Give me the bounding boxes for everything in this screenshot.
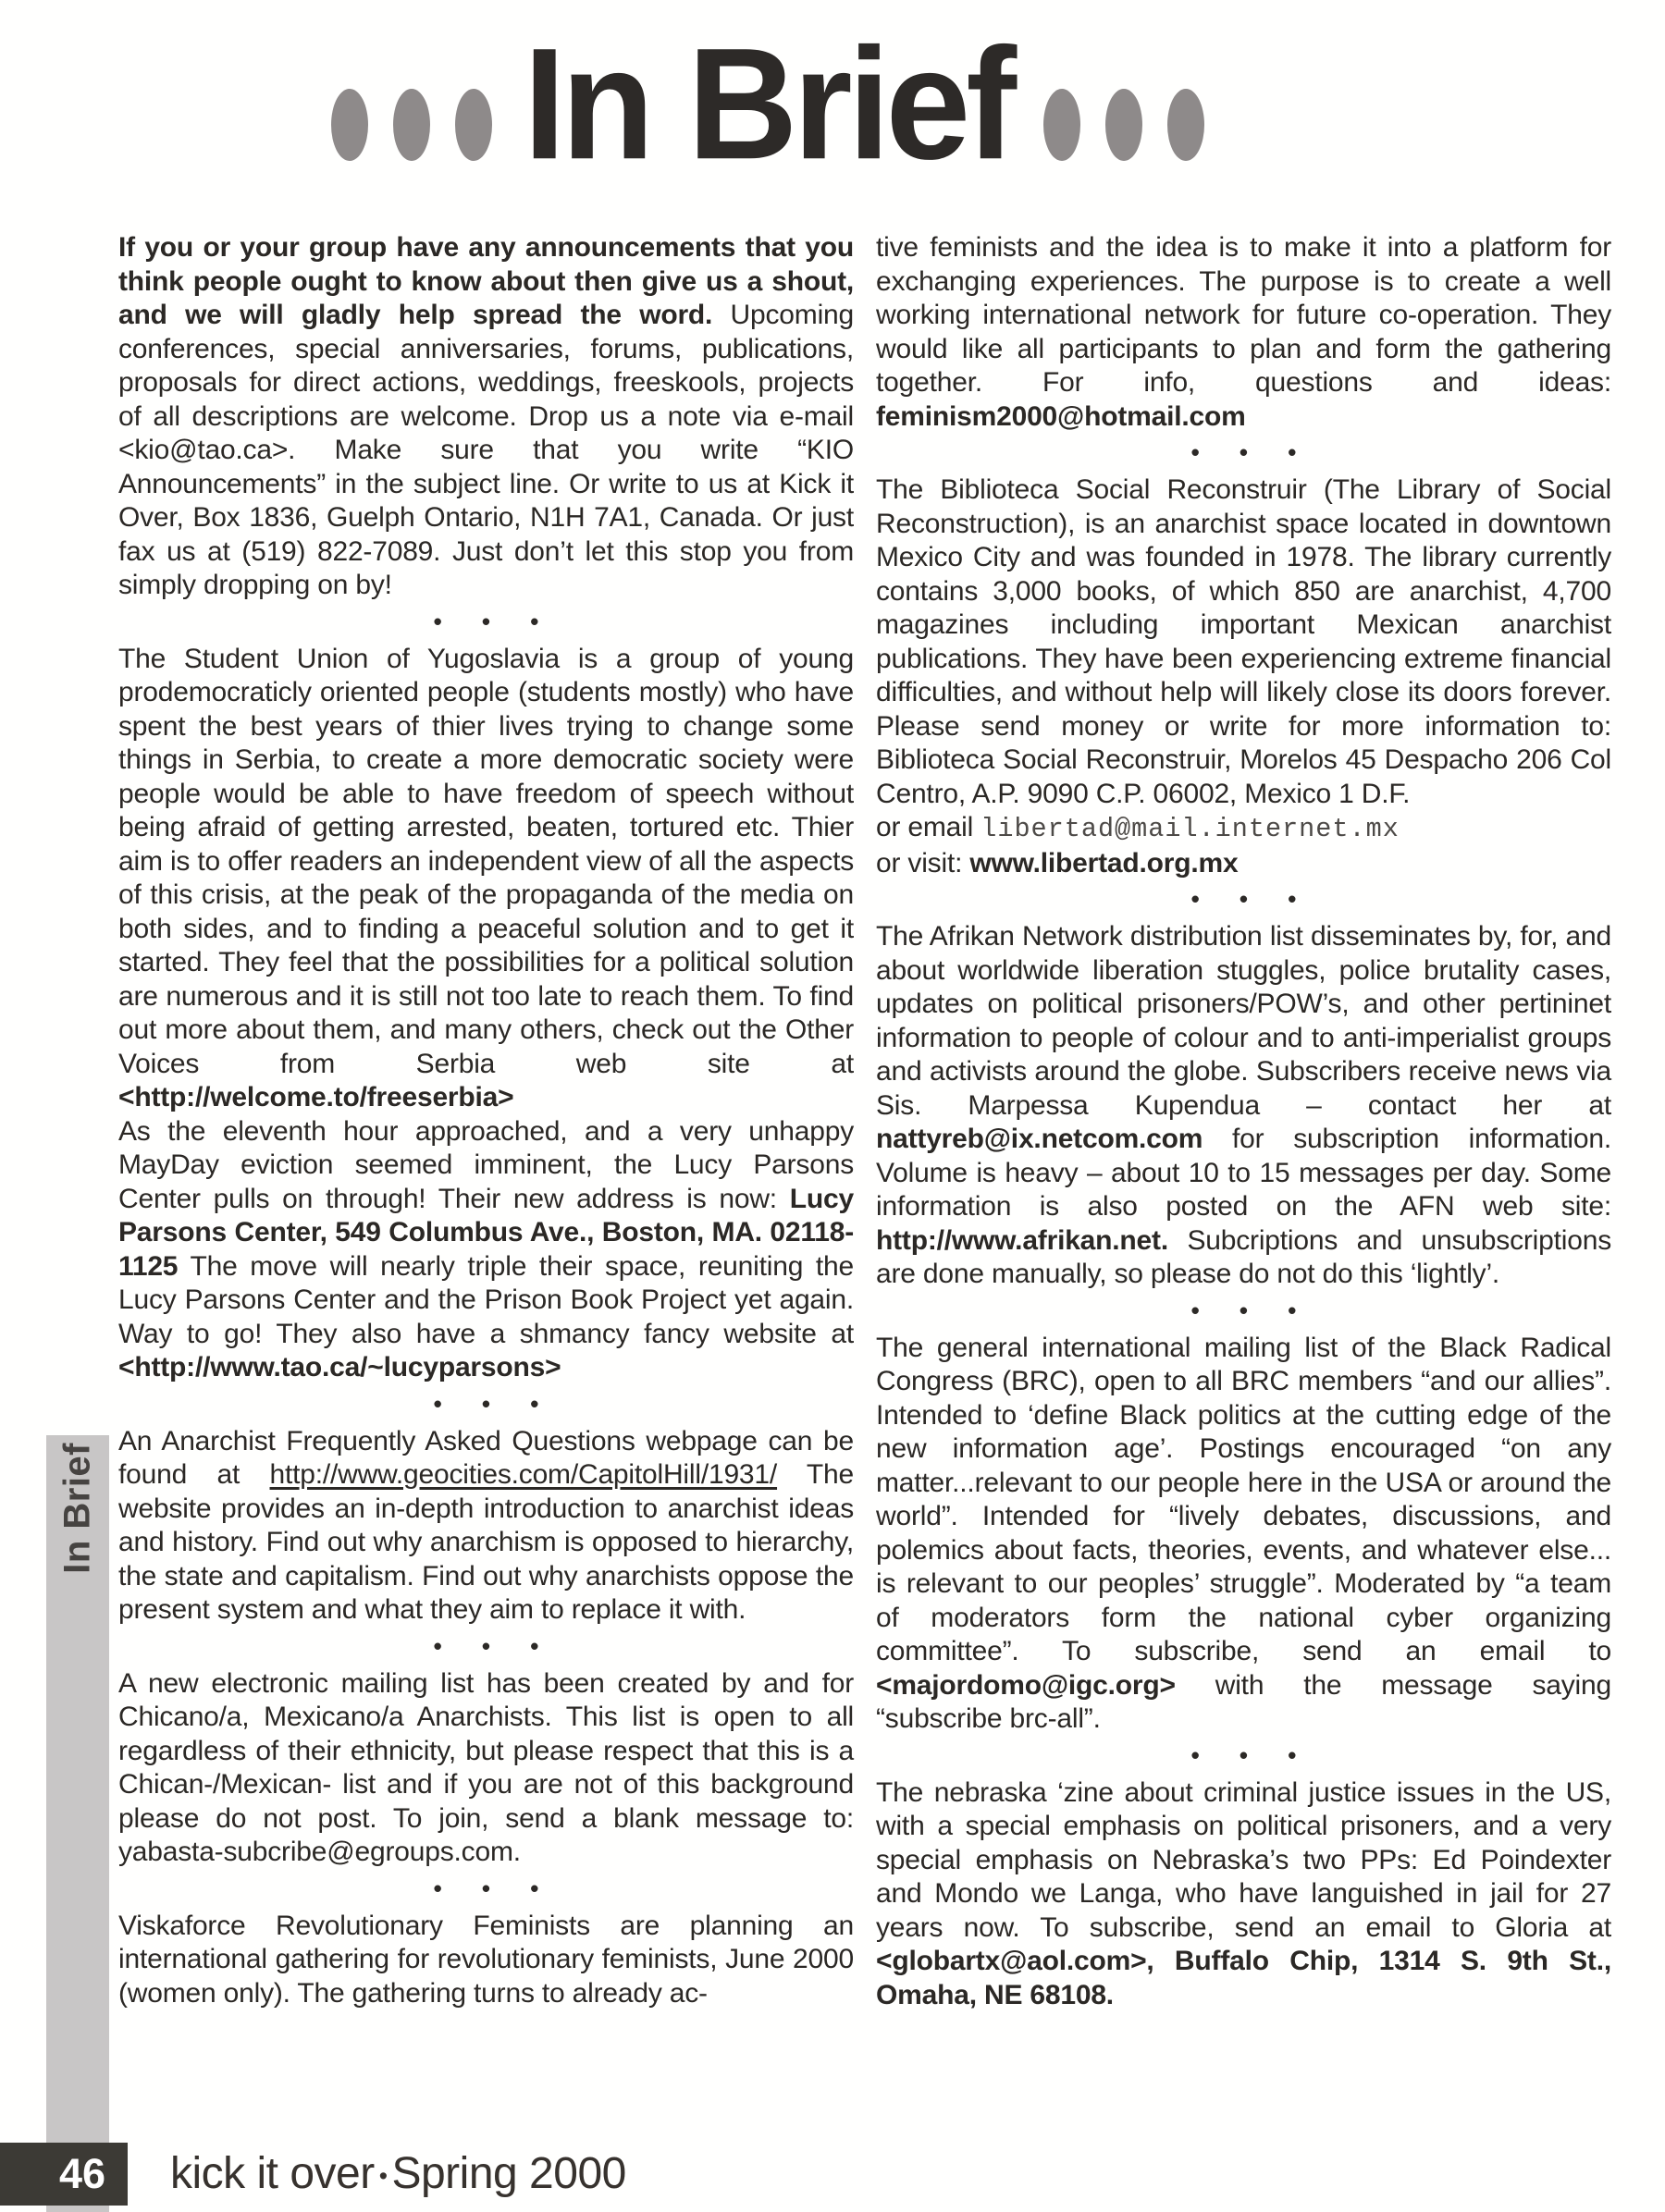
section-divider: • • • (1190, 1740, 1314, 1769)
title-dot-icon (455, 89, 492, 161)
paragraph (118, 1115, 854, 1385)
article-columns (118, 231, 1611, 2012)
sidebar-label: In Brief (56, 1443, 98, 1574)
text-run: The website provides an in-depth introduction to anarchist ideas and history. Find out why anarchism is opposed to hierarchy, the state and capitalism. Find out why anarchists oppose the present system and what they aim to replace it with. (118, 1459, 855, 1625)
text-run: tive feminists and the idea is to make it into a platform for exchanging experiences. The purpose is to create a well working international network for future co-operation. They would like all participants to plan and form the gathering together. For info, questions and ideas: (876, 232, 1611, 398)
url: <http://www.tao.ca/~lucyparsons> (118, 1352, 561, 1382)
issue-name: Spring 2000 (391, 2149, 626, 2198)
paragraph (876, 811, 1611, 847)
text-run: The move will nearly triple their space, reuniting the Lucy Parsons Center and the Prison Book Project yet again. Way to go! They also have a shmancy fancy website at (118, 1250, 854, 1349)
email: feminism2000@hotmail.com (876, 400, 1246, 432)
column-right (876, 231, 1611, 2012)
text-run: or visit: (876, 847, 970, 879)
title-dot-icon (331, 89, 368, 161)
title-dot-icon (1167, 89, 1204, 161)
text-run: Subcriptions and unsubscriptions are done manually, so please do not do this ‘lightly’. (876, 1224, 1611, 1289)
section-divider: • • • (433, 607, 556, 635)
email: <majordomo@igc.org> (876, 1669, 1176, 1701)
page-footer (170, 2148, 626, 2199)
paragraph (876, 847, 1611, 881)
text-run: The Biblioteca Social Reconstruir (The Library of Social Reconstruction), is an anarchist space located in downtown Mexico City and was founded in 1978. The library currently contains 3,000 books, of which 850 are anarchist, 4,700 magazines including important Mexican anarchist publications. They have been experiencing extreme financial difficulties, and without help will likely close its doors forever. Please send money or write for more information to: Biblioteca Social Reconstruir, Morelos 45 Despacho 206 Col Centro, A.P. 9090 C.P. 06002, Mexico 1 D.F. (876, 474, 1611, 809)
text-run: The general international mailing list of the Black Radical Congress (BRC), open to all BRC members “and our allies”. Intended to ‘define Black politics at the cutting edge of the new information age’. Postings encouraged “on any matter...relevant to our people here in the USA or around the world”. Intended for “lively debates, discussions, and polemics about facts, theories, events, and whatever else... is relevant to our peoples’ struggle”. Moderated by “a team of moderators form the national cyber organizing committee”. To subscribe, send an email to (876, 1332, 1611, 1666)
text-run: A new electronic mailing list has been created by and for Chicano/a, Mexicano/a Anarchists. This list is open to all regardless of their ethnicity, but please respect that this is a Chican-/Mexican- list and if you are not of this background please do not post. To join, send a blank message to: yabasta-subcribe@egroups.com. (118, 1667, 854, 1867)
title-dot-icon (1105, 89, 1142, 161)
title-dot-icon (393, 89, 430, 161)
text-run: If you or your group have any announcements that you think people ought to know about then give us a shout, and we will gladly help spread the word. (118, 232, 854, 330)
text-run: or email (876, 812, 981, 842)
text-run: with the message saying “subscribe brc-all”. (876, 1669, 1611, 1734)
section-divider: • • • (1190, 885, 1314, 913)
text-run: As the eleventh hour approached, and a very unhappy MayDay eviction seemed imminent, the Lucy Parsons Center pulls on through! Their new address is now: (118, 1115, 854, 1214)
text-run: Viskaforce Revolutionary Feminists are planning an international gathering for revolutionary feminists, June 2000 (women only). The gathering turns to already ac- (118, 1910, 854, 2009)
paragraph (118, 1910, 854, 2011)
text-run: Lucy Parsons Center, 549 Columbus Ave., Boston, MA. 02118-1125 (118, 1183, 854, 1282)
text-run: Upcoming conferences, special anniversaries, forums, publications, proposals for direct actions, weddings, freeskools, projects of all descriptions are welcome. Drop us a note via e-mail <kio@tao.ca>. Make sure that you write “KIO Announcements” in the subject line. Or write to us at Kick it Over, Box 1836, Guelph Ontario, N1H 7A1, Canada. Or just fax us at (519) 822-7089. Just don’t let this stop you from simply dropping on by! (118, 300, 854, 600)
page-title: In Brief (523, 15, 1013, 192)
paragraph (876, 1332, 1611, 1737)
sidebar-tab (46, 1435, 109, 2212)
url: http://www.geocities.com/CapitolHill/1931/ (269, 1459, 778, 1490)
paragraph (876, 1776, 1611, 2013)
column-left (118, 231, 854, 2012)
paragraph (118, 231, 854, 603)
page-number: 46 (58, 2150, 105, 2197)
magazine-name: kick it over (170, 2149, 375, 2198)
paragraph (118, 643, 854, 1115)
url: <http://welcome.to/freeserbia> (118, 1082, 514, 1112)
paragraph (118, 1667, 854, 1870)
footer-separator-icon: • (378, 2162, 388, 2191)
section-divider: • • • (1190, 438, 1314, 466)
text-run: <globartx@aol.com>, Buffalo Chip, 1314 S. 9th St., Omaha, NE 68108. (876, 1946, 1611, 2010)
section-header (0, 15, 1536, 192)
section-divider: • • • (1190, 1296, 1314, 1324)
text-run: The Afrikan Network distribution list disseminates by, for, and about worldwide liberation stuggles, police brutality cases, updates on political prisoners/POW’s, and other pertininet information to people of colour and to anti-imperialist groups and activists around the globe. Subscribers receive news via Sis. Marpessa Kupendua – contact her at (876, 921, 1611, 1121)
text-run: The nebraska ‘zine about criminal justice issues in the US, with a special emphasis on political prisoners, and a very special emphasis on Nebraska’s two PPs: Ed Poindexter and Mondo we Langa, who have languished in jail for 27 years now. To subscribe, send an email to Gloria at (876, 1776, 1611, 1943)
title-dots-right (1043, 89, 1204, 161)
paragraph (876, 920, 1611, 1292)
paragraph (876, 473, 1611, 811)
text-run: An Anarchist Frequently Asked Questions webpage can be found at (118, 1425, 854, 1490)
url: www.libertad.org.mx (969, 847, 1239, 879)
url: http://www.afrikan.net. (876, 1224, 1168, 1256)
section-divider: • • • (433, 1874, 556, 1902)
paragraph (876, 231, 1611, 434)
email: nattyreb@ix.netcom.com (876, 1124, 1203, 1154)
page-number-badge (0, 2143, 128, 2206)
text-run: The Student Union of Yugoslavia is a group of young prodemocraticly oriented people (students mostly) who have spent the best years of thier lives trying to change some things in Serbia, to create a more democratic society were people would be able to have freedom of speech without being afraid of getting arrested, beaten, tortured etc. Thier aim is to offer readers an independent view of all the aspects of this crisis, at the peak of the propaganda of the media on both sides, and to finding a peaceful solution and to get it started. They feel that the possibilities for a political solution are numerous and it is still not too late to reach them. To find out more about them, and many others, check out the Other Voices from Serbia web site at (118, 643, 854, 1079)
section-divider: • • • (433, 1631, 556, 1660)
title-dots-left (331, 89, 492, 161)
text-run: for subscription information. Volume is heavy – about 10 to 15 messages per day. Some information is also posted on the AFN web site: (876, 1124, 1611, 1222)
paragraph (118, 1425, 854, 1628)
title-dot-icon (1043, 89, 1080, 161)
section-divider: • • • (433, 1389, 556, 1418)
email: libertad@mail.internet.mx (980, 814, 1400, 844)
